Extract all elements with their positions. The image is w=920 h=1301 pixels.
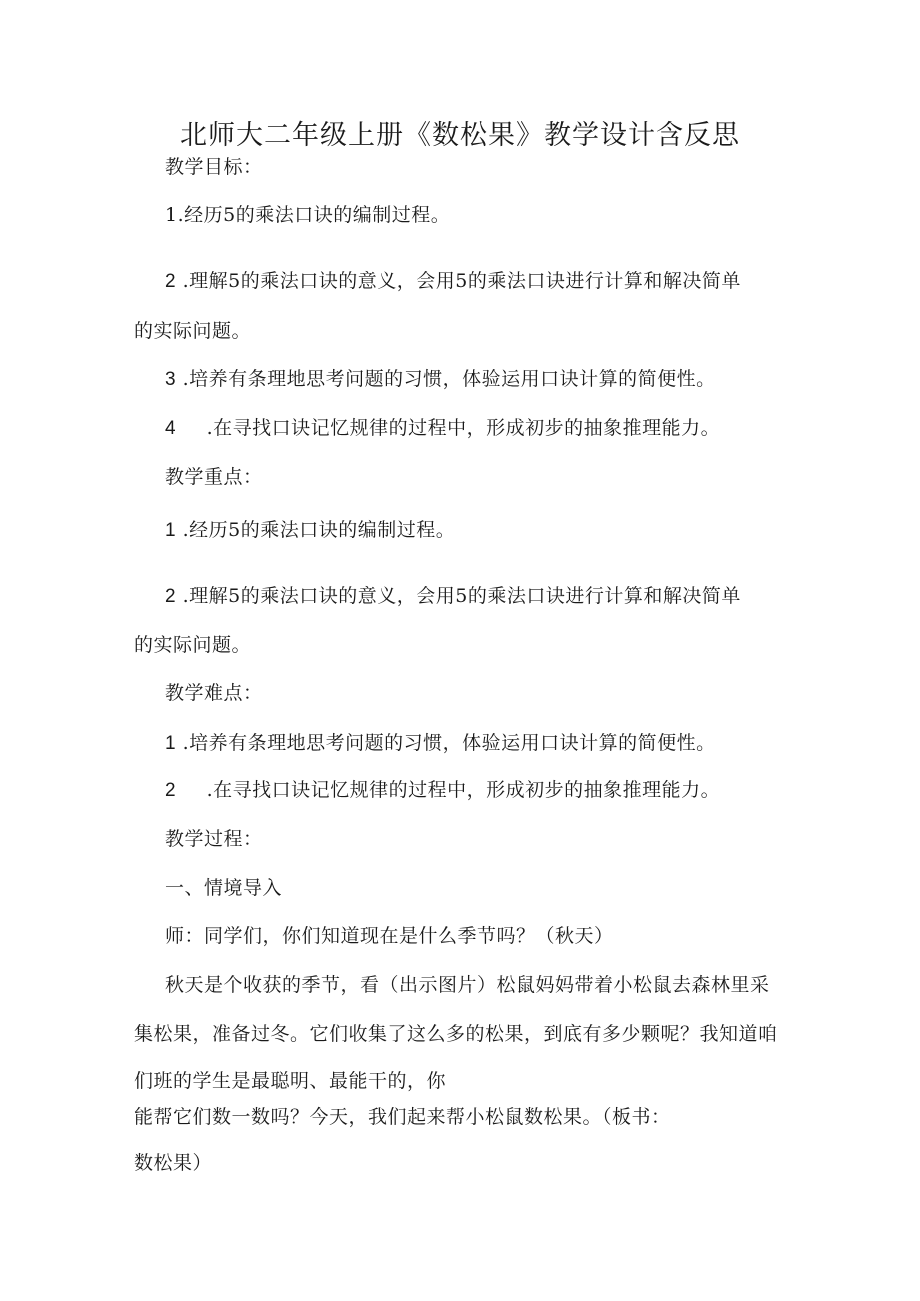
process-heading: 教学过程：	[165, 828, 263, 850]
goal-text: .培养有条理地思考问题的习惯，体验运用口诀计算的简便性。	[182, 368, 716, 390]
key-item-2-continuation: 的实际问题。	[134, 634, 252, 656]
document-title: 北师大二年级上册《数松果》教学设计含反思	[180, 120, 740, 151]
difficult-heading: 教学难点：	[165, 682, 263, 704]
goal-item-4	[165, 415, 720, 442]
goal-item-3	[165, 366, 716, 393]
paragraph-line-3: 们班的学生是最聪明、最能干的，你	[134, 1070, 447, 1092]
paragraph-line-2: 集松果，准备过冬。它们收集了这么多的松果，到底有多少颗呢？我知道咱	[134, 1023, 778, 1045]
paragraph-line-5: 数松果）	[134, 1152, 213, 1174]
key-item-1	[165, 517, 455, 544]
difficult-number: 2	[165, 780, 177, 801]
difficult-text: .培养有条理地思考问题的习惯，体验运用口诀计算的简便性。	[182, 732, 716, 754]
key-item-2	[165, 583, 741, 610]
goal-text: .在寻找口诀记忆规律的过程中，形成初步的抽象推理能力。	[206, 417, 721, 439]
key-number: 2	[165, 586, 177, 607]
goal-number: 4	[165, 418, 177, 439]
teacher-line: 师：同学们，你们知道现在是什么季节吗？（秋天）	[165, 925, 614, 947]
goal-item-2-continuation: 的实际问题。	[134, 320, 252, 342]
section-heading-intro: 一、情境导入	[165, 877, 283, 899]
goal-text: .理解5的乘法口诀的意义，会用5的乘法口诀进行计算和解决简单	[182, 270, 741, 292]
goal-number: 2	[165, 271, 177, 292]
goal-text: 经历5的乘法口诀的编制过程。	[184, 204, 451, 226]
key-number: 1	[165, 520, 177, 541]
key-heading: 教学重点：	[165, 466, 263, 488]
difficult-text: .在寻找口诀记忆规律的过程中，形成初步的抽象推理能力。	[206, 779, 721, 801]
difficult-item-2	[165, 777, 720, 804]
goal-item-1	[165, 202, 450, 228]
difficult-item-1	[165, 730, 716, 757]
paragraph-line-4: 能帮它们数一数吗？今天，我们起来帮小松鼠数松果。（板书：	[134, 1106, 671, 1128]
paragraph-line-1: 秋天是个收获的季节，看（出示图片）松鼠妈妈带着小松鼠去森林里采	[165, 974, 770, 996]
goal-number: 1.	[165, 204, 185, 226]
key-text: .经历5的乘法口诀的编制过程。	[182, 519, 456, 541]
goals-heading: 教学目标：	[165, 156, 263, 178]
goal-number: 3	[165, 369, 177, 390]
difficult-number: 1	[165, 733, 177, 754]
goal-item-2	[165, 268, 741, 295]
key-text: .理解5的乘法口诀的意义，会用5的乘法口诀进行计算和解决简单	[182, 585, 741, 607]
